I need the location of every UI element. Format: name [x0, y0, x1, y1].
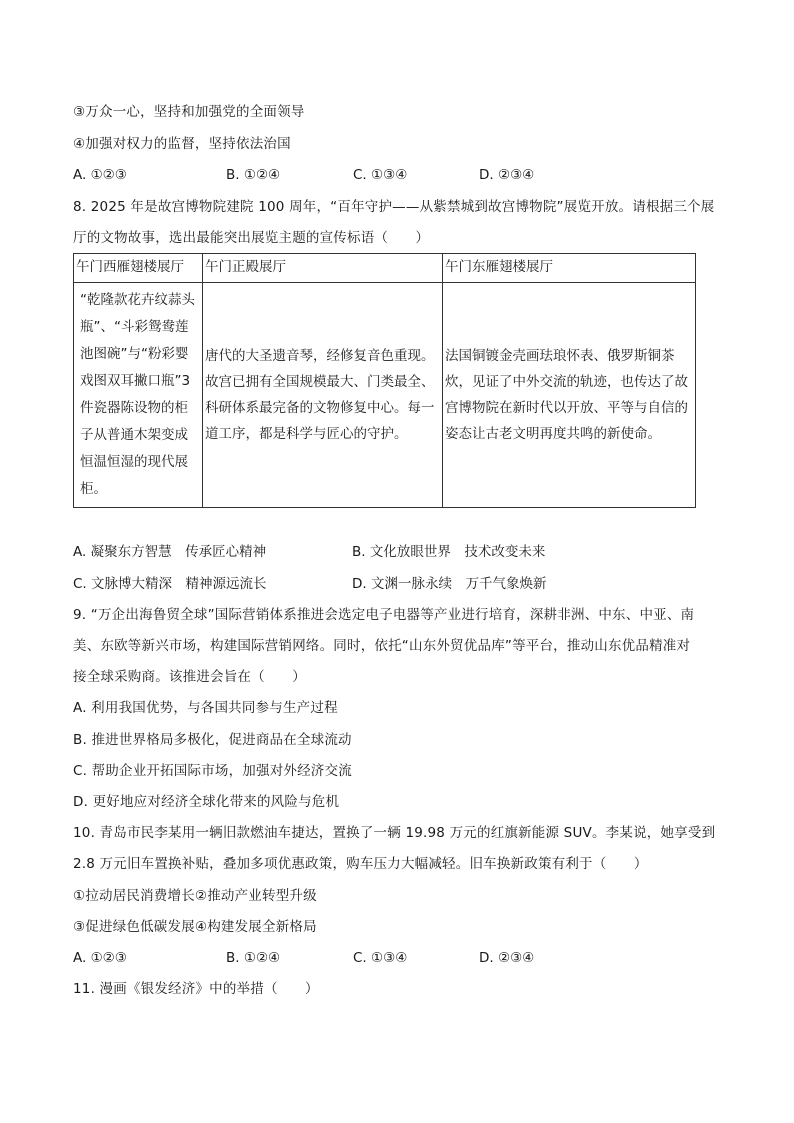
q7-item-4: ④加强对权力的监督，坚持依法治国	[73, 136, 291, 152]
table-cell-main-hall: 唐代的大圣遗音琴，经修复音色重现。故宫已拥有全国规模最大、门类最全、科研体系最完备的文物修复中心。每一道工序，都是科学与匠心的守护。	[203, 283, 443, 508]
table-header-main-hall: 午门正殿展厅	[203, 254, 443, 283]
q8-option-b[interactable]: B. 文化放眼世界 技术改变未来	[352, 544, 546, 560]
q8-option-c[interactable]: C. 文脉博大精深 精神源远流长	[73, 576, 267, 592]
q7-option-c[interactable]: C. ①③④	[353, 167, 408, 183]
q9-stem-line-3: 接全球采购商。该推进会旨在（ ）	[73, 669, 306, 685]
q10-option-a[interactable]: A. ①②③	[73, 950, 127, 966]
q7-option-d[interactable]: D. ②③④	[479, 167, 535, 183]
exhibit-table-row	[74, 283, 696, 508]
table-header-east-hall: 午门东雁翅楼展厅	[443, 254, 696, 283]
q10-stem-line-2: 2.8 万元旧车置换补贴，叠加多项优惠政策，购车压力大幅减轻。旧车换新政策有利于（ ）	[73, 856, 648, 872]
q8-option-d[interactable]: D. 文渊一脉永续 万千气象焕新	[352, 576, 547, 592]
q7-option-b[interactable]: B. ①②④	[226, 167, 281, 183]
q10-items-1-2: ①拉动居民消费增长②推动产业转型升级	[73, 888, 317, 904]
q9-stem-line-1: 9. “万企出海鲁贸全球”国际营销体系推进会选定电子电器等产业进行培育，深耕非洲、中东、中亚、南	[73, 607, 695, 623]
exhibit-table-header-row	[74, 254, 696, 283]
q10-stem-line-1: 10. 青岛市民李某用一辆旧款燃油车捷达，置换了一辆 19.98 万元的红旗新能源 SUV。李某说，她享受到	[73, 825, 716, 841]
q9-option-d[interactable]: D. 更好地应对经济全球化带来的风险与危机	[73, 794, 340, 810]
q10-option-c[interactable]: C. ①③④	[353, 950, 408, 966]
q10-items-3-4: ③促进绿色低碳发展④构建发展全新格局	[73, 919, 317, 935]
q9-option-a[interactable]: A. 利用我国优势，与各国共同参与生产过程	[73, 700, 338, 716]
q9-option-b[interactable]: B. 推进世界格局多极化，促进商品在全球流动	[73, 732, 352, 748]
q7-item-3: ③万众一心，坚持和加强党的全面领导	[73, 104, 305, 120]
q11-stem: 11. 漫画《银发经济》中的举措（ ）	[73, 981, 319, 997]
table-cell-west-hall: “乾隆款花卉纹蒜头瓶”、“斗彩鸳鸯莲池图碗”与“粉彩婴戏图双耳撇口瓶”3件瓷器陈设物的柜子从普通木架变成恒温恒湿的现代展柜。	[74, 283, 203, 508]
q8-stem-line-1: 8. 2025 年是故宫博物院建院 100 周年，“百年守护——从紫禁城到故宫博物院”展览开放。请根据三个展	[73, 199, 715, 215]
exhibit-table	[73, 253, 696, 508]
q9-stem-line-2: 美、东欧等新兴市场，构建国际营销网络。同时，依托“山东外贸优品库”等平台，推动山东优品精准对	[73, 638, 691, 654]
q10-option-b[interactable]: B. ①②④	[226, 950, 281, 966]
q9-option-c[interactable]: C. 帮助企业开拓国际市场，加强对外经济交流	[73, 763, 352, 779]
q8-stem-line-2: 厅的文物故事，选出最能突出展览主题的宣传标语（ ）	[73, 230, 430, 246]
table-header-west-hall: 午门西雁翅楼展厅	[74, 254, 203, 283]
q8-option-a[interactable]: A. 凝聚东方智慧 传承匠心精神	[73, 544, 267, 560]
table-cell-east-hall: 法国铜镀金壳画珐琅怀表、俄罗斯铜茶炊，见证了中外交流的轨迹，也传达了故宫博物院在新时代以开放、平等与自信的姿态让古老文明再度共鸣的新使命。	[443, 283, 696, 508]
q7-option-a[interactable]: A. ①②③	[73, 167, 127, 183]
q10-option-d[interactable]: D. ②③④	[479, 950, 535, 966]
